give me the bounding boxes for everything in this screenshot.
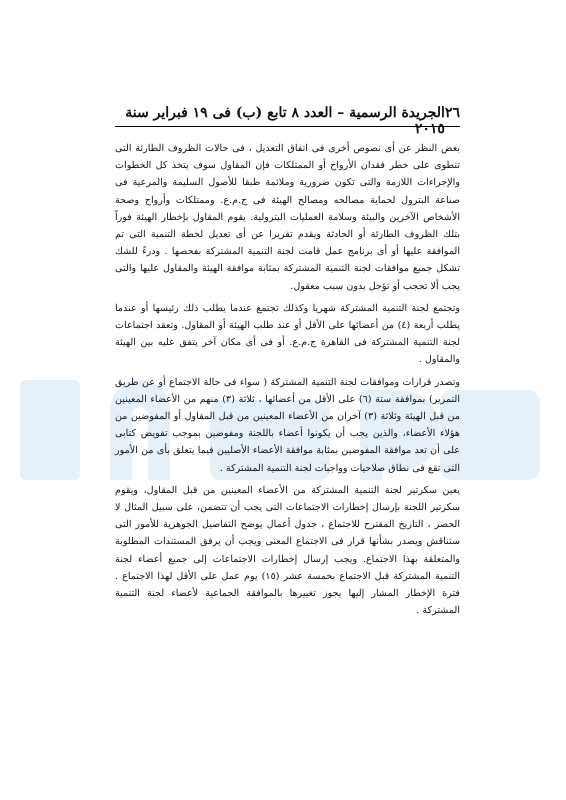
paragraph-4: يعين سكرتير لجنة التنمية المشتركة من الأعضاء المعينين من قبل المقاول، ويقوم سكرتير اللجنة بإرسال إخطارات الاجتماعات التى يجب أن تتضمن، على سبيل المثال لا الحصر ، التاريخ المقترح للاجتماع ، جدول أعمال يوضح التفاصيل الجوهرية للأمور التى ستناقش ويصدر بشأنها قرار فى الاجتماع المعنى ويجب أن يرفق المستندات المطلوبة والمتعلقة بهذا الاجتماع. ويجب إرسال إخطارات الاجتماعات إلى جميع أعضاء لجنة التنمية المشتركة قبل الاجتماع بخمسة عشر (١٥) يوم عمل على الأقل لهذا الاجتماع . فترة الإخطار المشار إليها يجوز تغييرها بالموافقة الجماعية لأعضاء لجنة التنمية المشتركة . [115,484,460,617]
document-body [115,140,460,624]
gazette-title: الجريدة الرسمية – العدد ٨ تابع (ب) فى ١٩ فبراير سنة ٢٠١٥ [125,105,445,137]
page-number: ٢٦ [444,105,460,121]
page-header [115,105,460,137]
header-rule [115,126,460,127]
paragraph-1: بغض النظر عن أى نصوص أخرى فى اتفاق التعديل ، فى حالات الظروف الطارئة التى تنطوى على خطر فقدان الأرواح أو الممتلكات فإن المقاول سوف يتخذ كل الخطوات والإجراءات اللازمة والتى تكون ضرورية وملائمة طبقا للأصول السليمة والمرعية فى صناعة البترول لحماية مصالحه ومصالح الهيئة فى ج.م.ع. وممتلكات وأرواح وصحة الأشخاص الآخرين والبيئة وسلامة العمليات البترولية. يقوم المقاول بإخطار الهيئة فوراً بتلك الظروف الطارئة أو الحادثة ويقدم تقريرا عن أى تعديل لخطة التنمية التى تم الموافقة عليها أو أى برنامج عمل قامت لجنة التنمية المشتركة بفحصها . ودرءً للشك تشكل جميع موافقات لجنة التنمية المشتركة بمثابة موافقة الهيئة والمقاول عليها والتى يجب ألا تحجب أو تؤجل بدون سبب معقول. [115,143,460,292]
paragraph-3: وتصدر قرارات وموافقات لجنة التنمية المشتركة ( سواء فى حالة الاجتماع أو عن طريق التمرير) بموافقة ستة (٦) على الأقل من أعضائها ، ثلاثة (٣) منهم من الأعضاء المعينين من قبل الهيئة وثلاثة (٣) آخران من الأعضاء المعينين من قبل المقاول أو المفوضين من هؤلاء الأعضاء، والذين يجب أن يكونوا أعضاء باللجنة ومفوضين بموجب تفويض كتابى على أن تعد موافقة المفوضين بمثابة موافقة الأعضاء الأصليين فيما يتعلق بأى من الأمور التى تقع فى نطاق صلاحيات وواجبات لجنة التنمية المشتركة . [115,376,461,474]
paragraph-2: وتجتمع لجنة التنمية المشتركة شهريا وكذلك تجتمع عندما يطلب ذلك رئيسها أو عندما يطلب أربعة (٤) من أعضائها على الأقل أو عند طلب الهيئة أو المقاول. وتعقد اجتماعات لجنة التنمية المشتركة فى القاهرة ج.م.ع. أو فى أى مكان آخر يتفق عليه بين الهيئة والمقاول . [115,302,460,366]
